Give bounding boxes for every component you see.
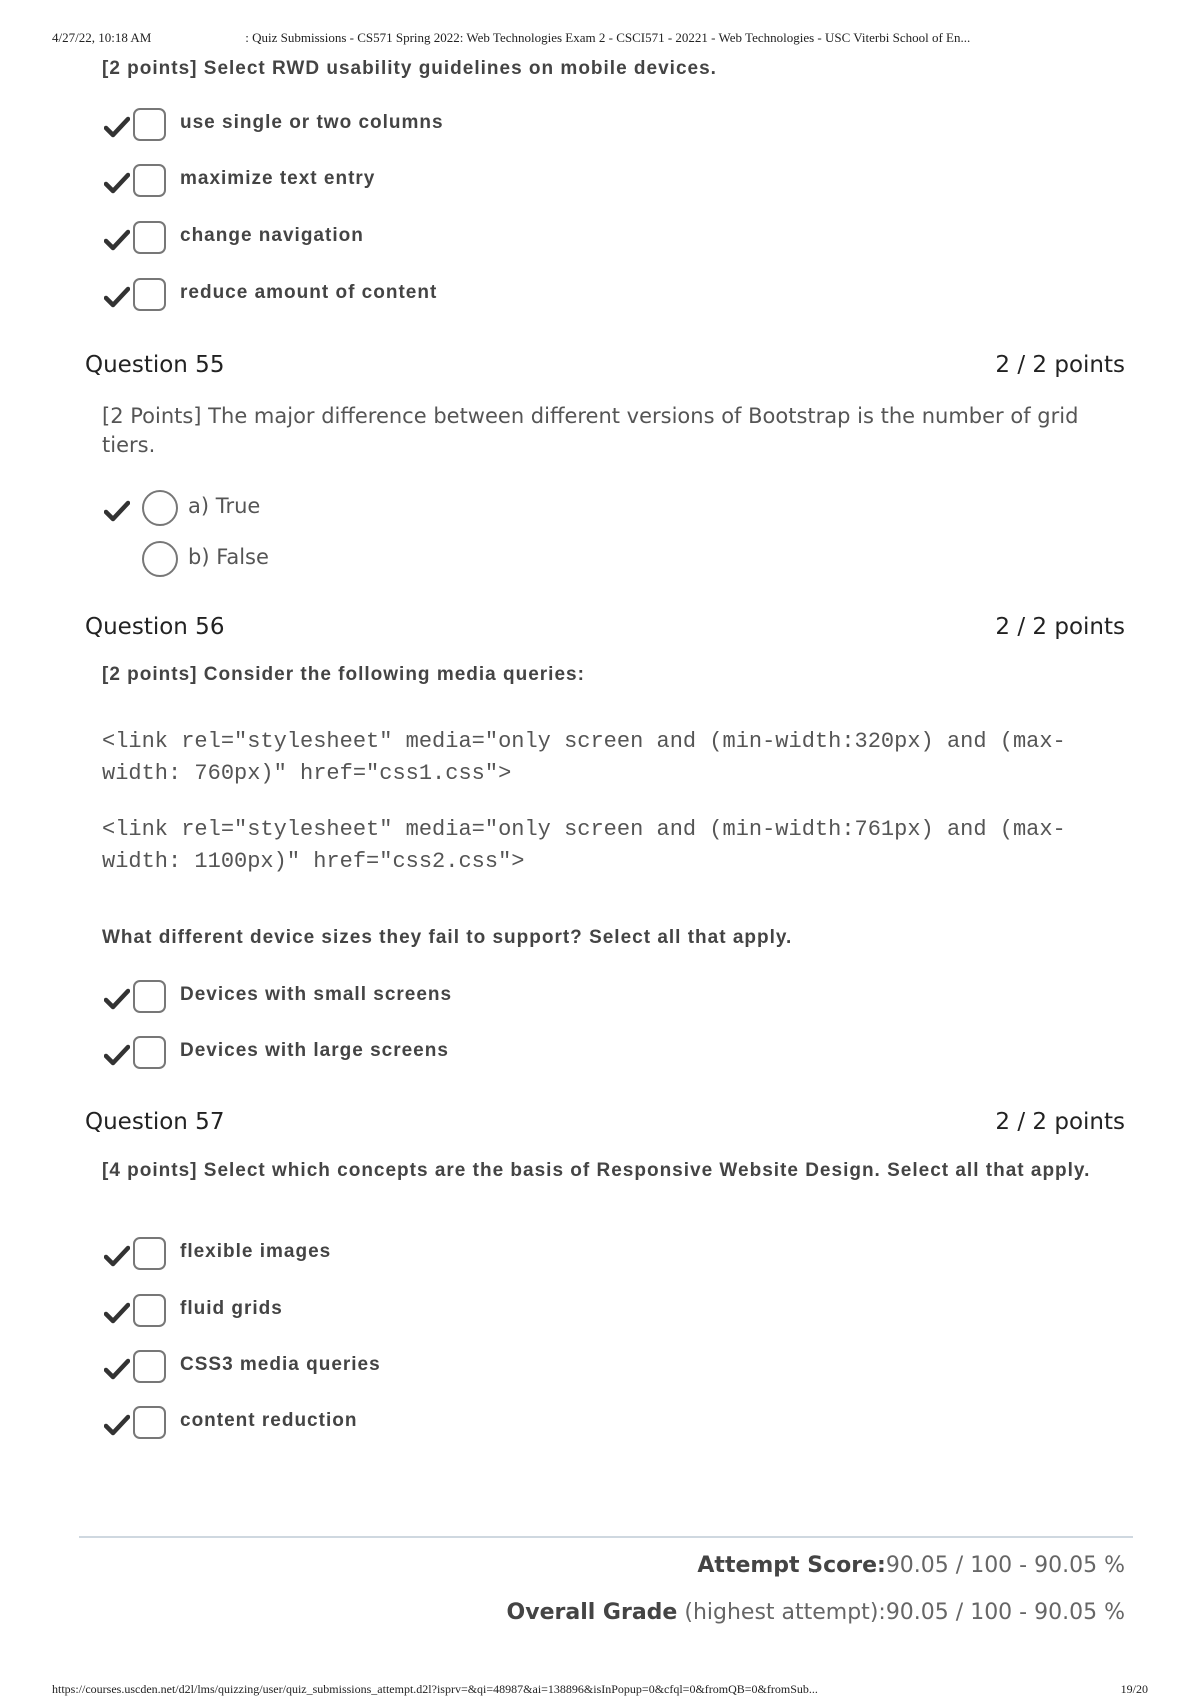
checkmark-icon [104, 1302, 130, 1324]
question-points: 2 / 2 points [995, 352, 1125, 378]
checkmark-icon [104, 500, 130, 522]
checkmark-icon [104, 229, 130, 251]
checkbox[interactable] [133, 278, 166, 311]
divider [79, 1536, 1133, 1538]
q57-option-4[interactable] [104, 1406, 804, 1446]
radio-button[interactable] [142, 490, 178, 526]
print-url: https://courses.uscden.net/d2l/lms/quizzing/user/quiz_submissions_attempt.d2l?isprv=&qi=48987&ai=138896&isInPopup=0&cfql=0&fromQB=0&fromSub... [52, 1682, 818, 1696]
q57-option-3[interactable] [104, 1350, 804, 1390]
checkbox[interactable] [133, 1350, 166, 1383]
overall-grade [507, 1600, 1125, 1625]
q56-code-2: <link rel="stylesheet" media="only screen and (min-width:761px) and (max-width: 1100px)" href="css2.css"> [102, 817, 1066, 874]
attempt-score [697, 1553, 1125, 1578]
checkbox[interactable] [133, 1406, 166, 1439]
q54-stem: [2 points] Select RWD usability guidelines on mobile devices. [102, 58, 717, 79]
option-label: use single or two columns [180, 112, 444, 133]
overall-grade-sublabel: (highest attempt): [684, 1600, 886, 1625]
question-points: 2 / 2 points [995, 614, 1125, 640]
checkbox[interactable] [133, 1036, 166, 1069]
q55-option-b[interactable] [104, 541, 804, 581]
q57-stem: [4 points] Select which concepts are the basis of Responsive Website Design. Select all that apply. [102, 1160, 1091, 1181]
option-label: CSS3 media queries [180, 1354, 381, 1375]
q56-stem: [2 points] Consider the following media queries: [102, 664, 585, 685]
q54-option-1[interactable] [104, 108, 804, 148]
checkbox[interactable] [133, 164, 166, 197]
checkmark-icon [104, 1044, 130, 1066]
checkmark-icon [104, 1245, 130, 1267]
q54-option-2[interactable] [104, 164, 804, 204]
option-label: Devices with large screens [180, 1040, 449, 1061]
checkmark-icon [104, 1358, 130, 1380]
option-label: content reduction [180, 1410, 358, 1431]
print-footer [52, 1682, 1148, 1696]
question-title: Question 55 [85, 352, 225, 378]
overall-grade-value: 90.05 / 100 - 90.05 % [885, 1600, 1125, 1625]
option-label: a) True [188, 494, 261, 518]
q54-option-4[interactable] [104, 278, 804, 318]
q56-prompt: What different device sizes they fail to support? Select all that apply. [102, 927, 793, 948]
checkbox[interactable] [133, 221, 166, 254]
checkbox[interactable] [133, 980, 166, 1013]
q57-option-2[interactable] [104, 1294, 804, 1334]
option-label: fluid grids [180, 1298, 283, 1319]
question-title: Question 57 [85, 1109, 225, 1135]
q56-option-1[interactable] [104, 980, 804, 1020]
option-label: reduce amount of content [180, 282, 438, 303]
checkbox[interactable] [133, 1294, 166, 1327]
option-label: b) False [188, 545, 269, 569]
question-title: Question 56 [85, 614, 225, 640]
checkbox[interactable] [133, 108, 166, 141]
print-timestamp: 4/27/22, 10:18 AM [52, 30, 152, 45]
q55-stem: [2 Points] The major difference between different versions of Bootstrap is the number of grid tiers. [102, 404, 1079, 457]
checkmark-icon [104, 988, 130, 1010]
q56-option-2[interactable] [104, 1036, 804, 1076]
checkmark-icon [104, 116, 130, 138]
print-title: : Quiz Submissions - CS571 Spring 2022: Web Technologies Exam 2 - CSCI571 - 20221 - Web Technologies - USC Viterbi School of En... [245, 30, 971, 45]
checkmark-icon [104, 172, 130, 194]
radio-button[interactable] [142, 541, 178, 577]
attempt-score-label: Attempt Score: [697, 1553, 886, 1578]
checkmark-icon [104, 286, 130, 308]
option-label: Devices with small screens [180, 984, 453, 1005]
checkbox[interactable] [133, 1237, 166, 1270]
option-label: flexible images [180, 1241, 332, 1262]
q55-option-a[interactable] [104, 490, 804, 530]
page-number: 19/20 [1120, 1682, 1148, 1696]
q54-option-3[interactable] [104, 221, 804, 261]
attempt-score-value: 90.05 / 100 - 90.05 % [885, 1553, 1125, 1578]
checkmark-icon [104, 1414, 130, 1436]
overall-grade-label: Overall Grade [506, 1600, 678, 1625]
print-header [52, 30, 1148, 46]
question-points: 2 / 2 points [995, 1109, 1125, 1135]
option-label: maximize text entry [180, 168, 376, 189]
option-label: change navigation [180, 225, 364, 246]
q57-option-1[interactable] [104, 1237, 804, 1277]
q56-code-1: <link rel="stylesheet" media="only screen and (min-width:320px) and (max-width: 760px)" href="css1.css"> [102, 729, 1066, 786]
